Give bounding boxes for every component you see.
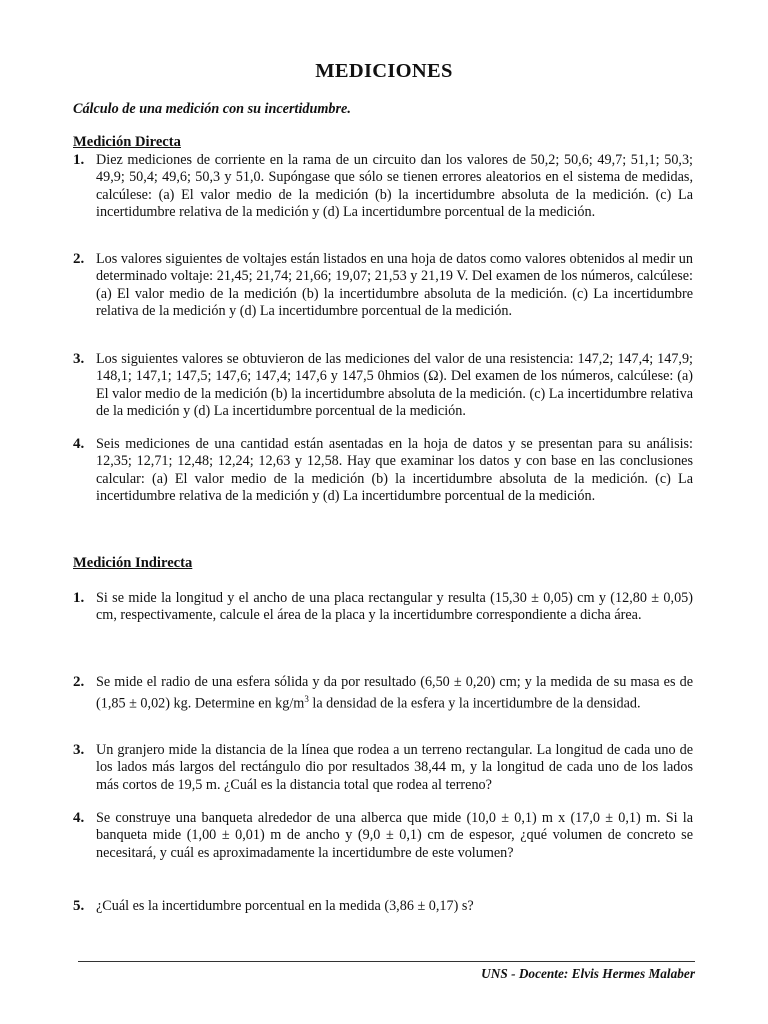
section-heading-directa: Medición Directa [73,134,181,150]
page-footer: UNS - Docente: Elvis Hermes Malaber [481,966,695,981]
problem-text: Un granjero mide la distancia de la línea que rodea a un terreno rectangular. La longitud de cada uno de los lados más largos del rectángulo dio por resultados 38,44 m, y la longitud de cada uno de los lados más cortos de 19,5 m. ¿Cuál es la distancia total que rodea al terreno? [96,742,693,793]
problem-number: 3. [73,351,85,367]
problem-text-part: la densidad de la esfera y la incertidumbre de la densidad. [308,696,641,713]
document-title: MEDICIONES [315,60,453,82]
problem-indirecta-2 [73,674,693,714]
problem-number: 2. [73,251,85,267]
problem-number: 4. [73,810,85,826]
problem-number: 5. [73,898,85,914]
problem-directa-1 [73,152,693,222]
problem-directa-2 [73,251,693,321]
problem-directa-4 [73,436,693,506]
problem-indirecta-1 [73,590,693,625]
problem-text: Seis mediciones de una cantidad están asentadas en la hoja de datos y se presentan para su análisis: 12,35; 12,71; 12,48; 12,24; 12,63 y 12,58. Hay que examinar los datos y con base en las conclusiones calcular: (a) El valor medio de la medición (b) la incertidumbre absoluta de la medición. (c) La incertidumbre relativa de la medición y (d) La incertidumbre porcentual de la medición. [96,436,693,505]
problem-number: 4. [73,436,85,452]
problem-number: 1. [73,152,85,168]
problem-number: 1. [73,590,85,606]
problem-text-part: Se mide el radio de una esfera sólida y da por resultado (6,50 ± 0,20) cm; y la medida de su masa es de (1,85 ± 0,02) kg. Determine en kg/m [96,674,693,713]
problem-text [96,674,693,714]
problem-text: Si se mide la longitud y el ancho de una placa rectangular y resulta (15,30 ± 0,05) cm y (12,80 ± 0,05) cm, respectivamente, calcule el área de la placa y la incertidumbre correspondiente a dicha área. [96,590,693,624]
problem-indirecta-5 [73,898,693,915]
problem-number: 3. [73,742,85,758]
problem-text: Los valores siguientes de voltajes están listados en una hoja de datos como valores obtenidos al medir un determinado voltaje: 21,45; 21,74; 21,66; 19,07; 21,53 y 21,19 V. Del examen de los números, calcúlese: (a) El valor medio de la medición (b) la incertidumbre absoluta de la medición. (c) La incertidumbre relativa de la medición y (d) La incertidumbre porcentual de la medición. [96,251,693,320]
problem-number: 2. [73,674,85,690]
superscript-exponent: 3 [304,694,309,705]
problem-text: Se construye una banqueta alrededor de una alberca que mide (10,0 ± 0,1) m x (17,0 ± 0,1) m. Si la banqueta mide (1,00 ± 0,01) m de ancho y (9,0 ± 0,1) cm de espesor, ¿qué volumen de concreto se necesitará, y cuál es aproximadamente la incertidumbre de este volumen? [96,810,693,861]
footer-divider [78,961,695,962]
problem-indirecta-3 [73,742,693,794]
problem-indirecta-4 [73,810,693,862]
problem-text: Los siguientes valores se obtuvieron de las mediciones del valor de una resistencia: 147,2; 147,4; 147,9; 148,1; 147,1; 147,5; 147,6; 147,4; 147,6 y 147,5 0hmios (Ω). Del examen de los números, calcúlese: (a) El valor medio de la medición (b) la incertidumbre absoluta de la medición. (c) La incertidumbre relativa de la medición y (d) La incertidumbre porcentual de la medición. [96,351,693,420]
problem-directa-3 [73,351,693,421]
problem-text: Diez mediciones de corriente en la rama de un circuito dan los valores de 50,2; 50,6; 49,7; 51,1; 50,3; 49,9; 50,4; 49,6; 50,3 y 51,0. Supóngase que sólo se tienen errores aleatorios en el sistema de medidas, calcúlese: (a) El valor medio de la medición (b) la incertidumbre absoluta de la medición. (c) La incertidumbre relativa de la medición y (d) La incertidumbre porcentual de la medición. [96,152,693,221]
document-subtitle: Cálculo de una medición con su incertidumbre. [73,101,351,117]
section-heading-indirecta: Medición Indirecta [73,555,193,571]
problem-text: ¿Cuál es la incertidumbre porcentual en la medida (3,86 ± 0,17) s? [96,898,474,914]
